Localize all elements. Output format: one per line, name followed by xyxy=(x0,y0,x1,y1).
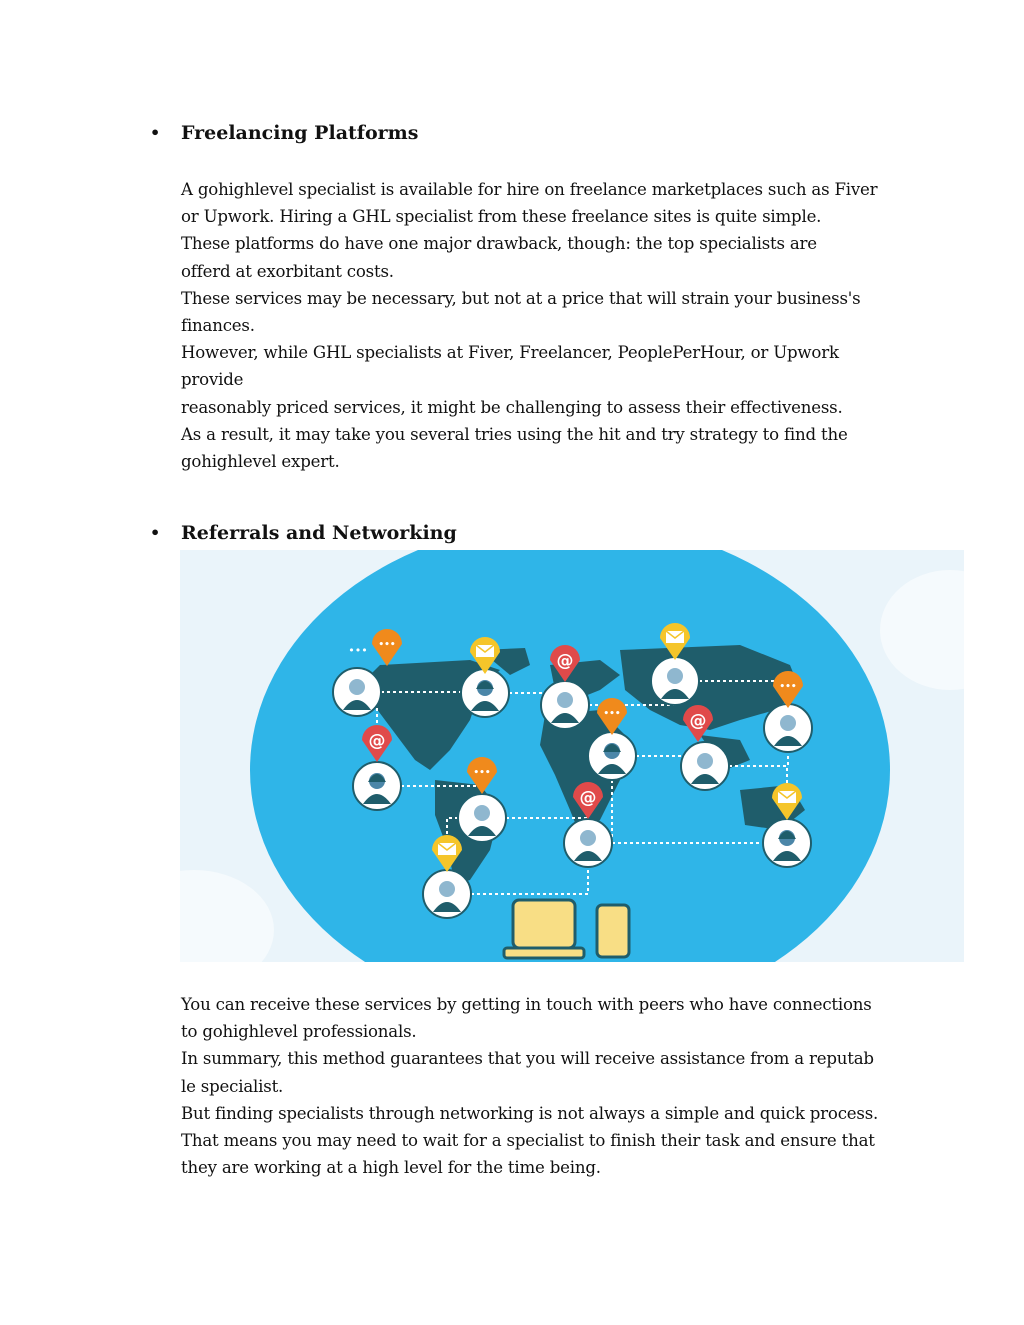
text-line: As a result, it may take you several tries using the hit and try strategy to find the xyxy=(181,424,848,444)
heading-text: Freelancing Platforms xyxy=(181,122,419,144)
svg-text:@: @ xyxy=(689,711,707,731)
text-line: These services may be necessary, but not at a price that will strain your business's xyxy=(181,288,861,308)
people-avatar-icon xyxy=(541,681,589,729)
text-line: or Upwork. Hiring a GHL specialist from these freelance sites is quite simple. xyxy=(181,207,822,227)
section-heading-freelancing xyxy=(150,122,418,144)
people-avatar-icon xyxy=(461,669,509,717)
bullet-icon: • xyxy=(150,123,161,142)
laptop-base xyxy=(504,948,584,958)
text-line: reasonably priced services, it might be challenging to assess their effectiveness. xyxy=(181,397,843,417)
people-avatar-icon xyxy=(681,742,729,790)
text-line: le specialist. xyxy=(181,1076,284,1096)
paragraph-freelancing xyxy=(181,176,921,475)
text-line: finances. xyxy=(181,316,255,336)
svg-text:•••: ••• xyxy=(473,768,491,778)
people-avatar-icon xyxy=(333,668,381,716)
text-line: However, while GHL specialists at Fiver, Freelancer, PeoplePerHour, or Upwork xyxy=(181,343,839,363)
typing-dots: ••• xyxy=(348,644,368,657)
text-line: A gohighlevel specialist is available for hire on freelance marketplaces such as Fiver xyxy=(181,180,878,199)
people-avatar-icon xyxy=(458,794,506,842)
people-avatar-icon xyxy=(564,819,612,867)
heading-text: Referrals and Networking xyxy=(181,522,457,544)
bullet-icon: • xyxy=(150,523,161,542)
text-line: to gohighlevel professionals. xyxy=(181,1022,417,1042)
text-line: provide xyxy=(181,370,244,390)
network-illustration xyxy=(180,550,964,962)
smartphone-icon xyxy=(597,905,629,957)
section-heading-referrals xyxy=(150,522,457,544)
svg-text:•••: ••• xyxy=(779,682,797,692)
text-line: That means you may need to wait for a specialist to finish their task and ensure that xyxy=(181,1131,875,1151)
world-network-map xyxy=(180,550,964,962)
text-line: gohighlevel expert. xyxy=(181,452,340,472)
people-avatar-icon xyxy=(588,732,636,780)
people-avatar-icon xyxy=(764,704,812,752)
text-line: they are working at a high level for the time being. xyxy=(181,1158,601,1178)
laptop-icon xyxy=(513,900,575,948)
paragraph-referrals xyxy=(181,991,921,1181)
devices-group xyxy=(504,900,629,958)
people-avatar-icon xyxy=(763,819,811,867)
text-line: offerd at exorbitant costs. xyxy=(181,261,394,281)
text-line: These platforms do have one major drawback, though: the top specialists are xyxy=(181,234,817,254)
svg-text:@: @ xyxy=(368,731,386,751)
text-line: You can receive these services by getting in touch with peers who have connections xyxy=(181,995,872,1014)
people-avatar-icon xyxy=(651,657,699,705)
text-line: But finding specialists through networking is not always a simple and quick process. xyxy=(181,1103,879,1123)
svg-text:•••: ••• xyxy=(603,709,621,719)
people-avatar-icon xyxy=(353,762,401,810)
svg-text:•••: ••• xyxy=(378,640,396,650)
text-line: In summary, this method guarantees that you will receive assistance from a reputab xyxy=(181,1049,874,1069)
svg-text:@: @ xyxy=(579,788,597,808)
svg-text:@: @ xyxy=(556,651,574,671)
people-avatar-icon xyxy=(423,870,471,918)
